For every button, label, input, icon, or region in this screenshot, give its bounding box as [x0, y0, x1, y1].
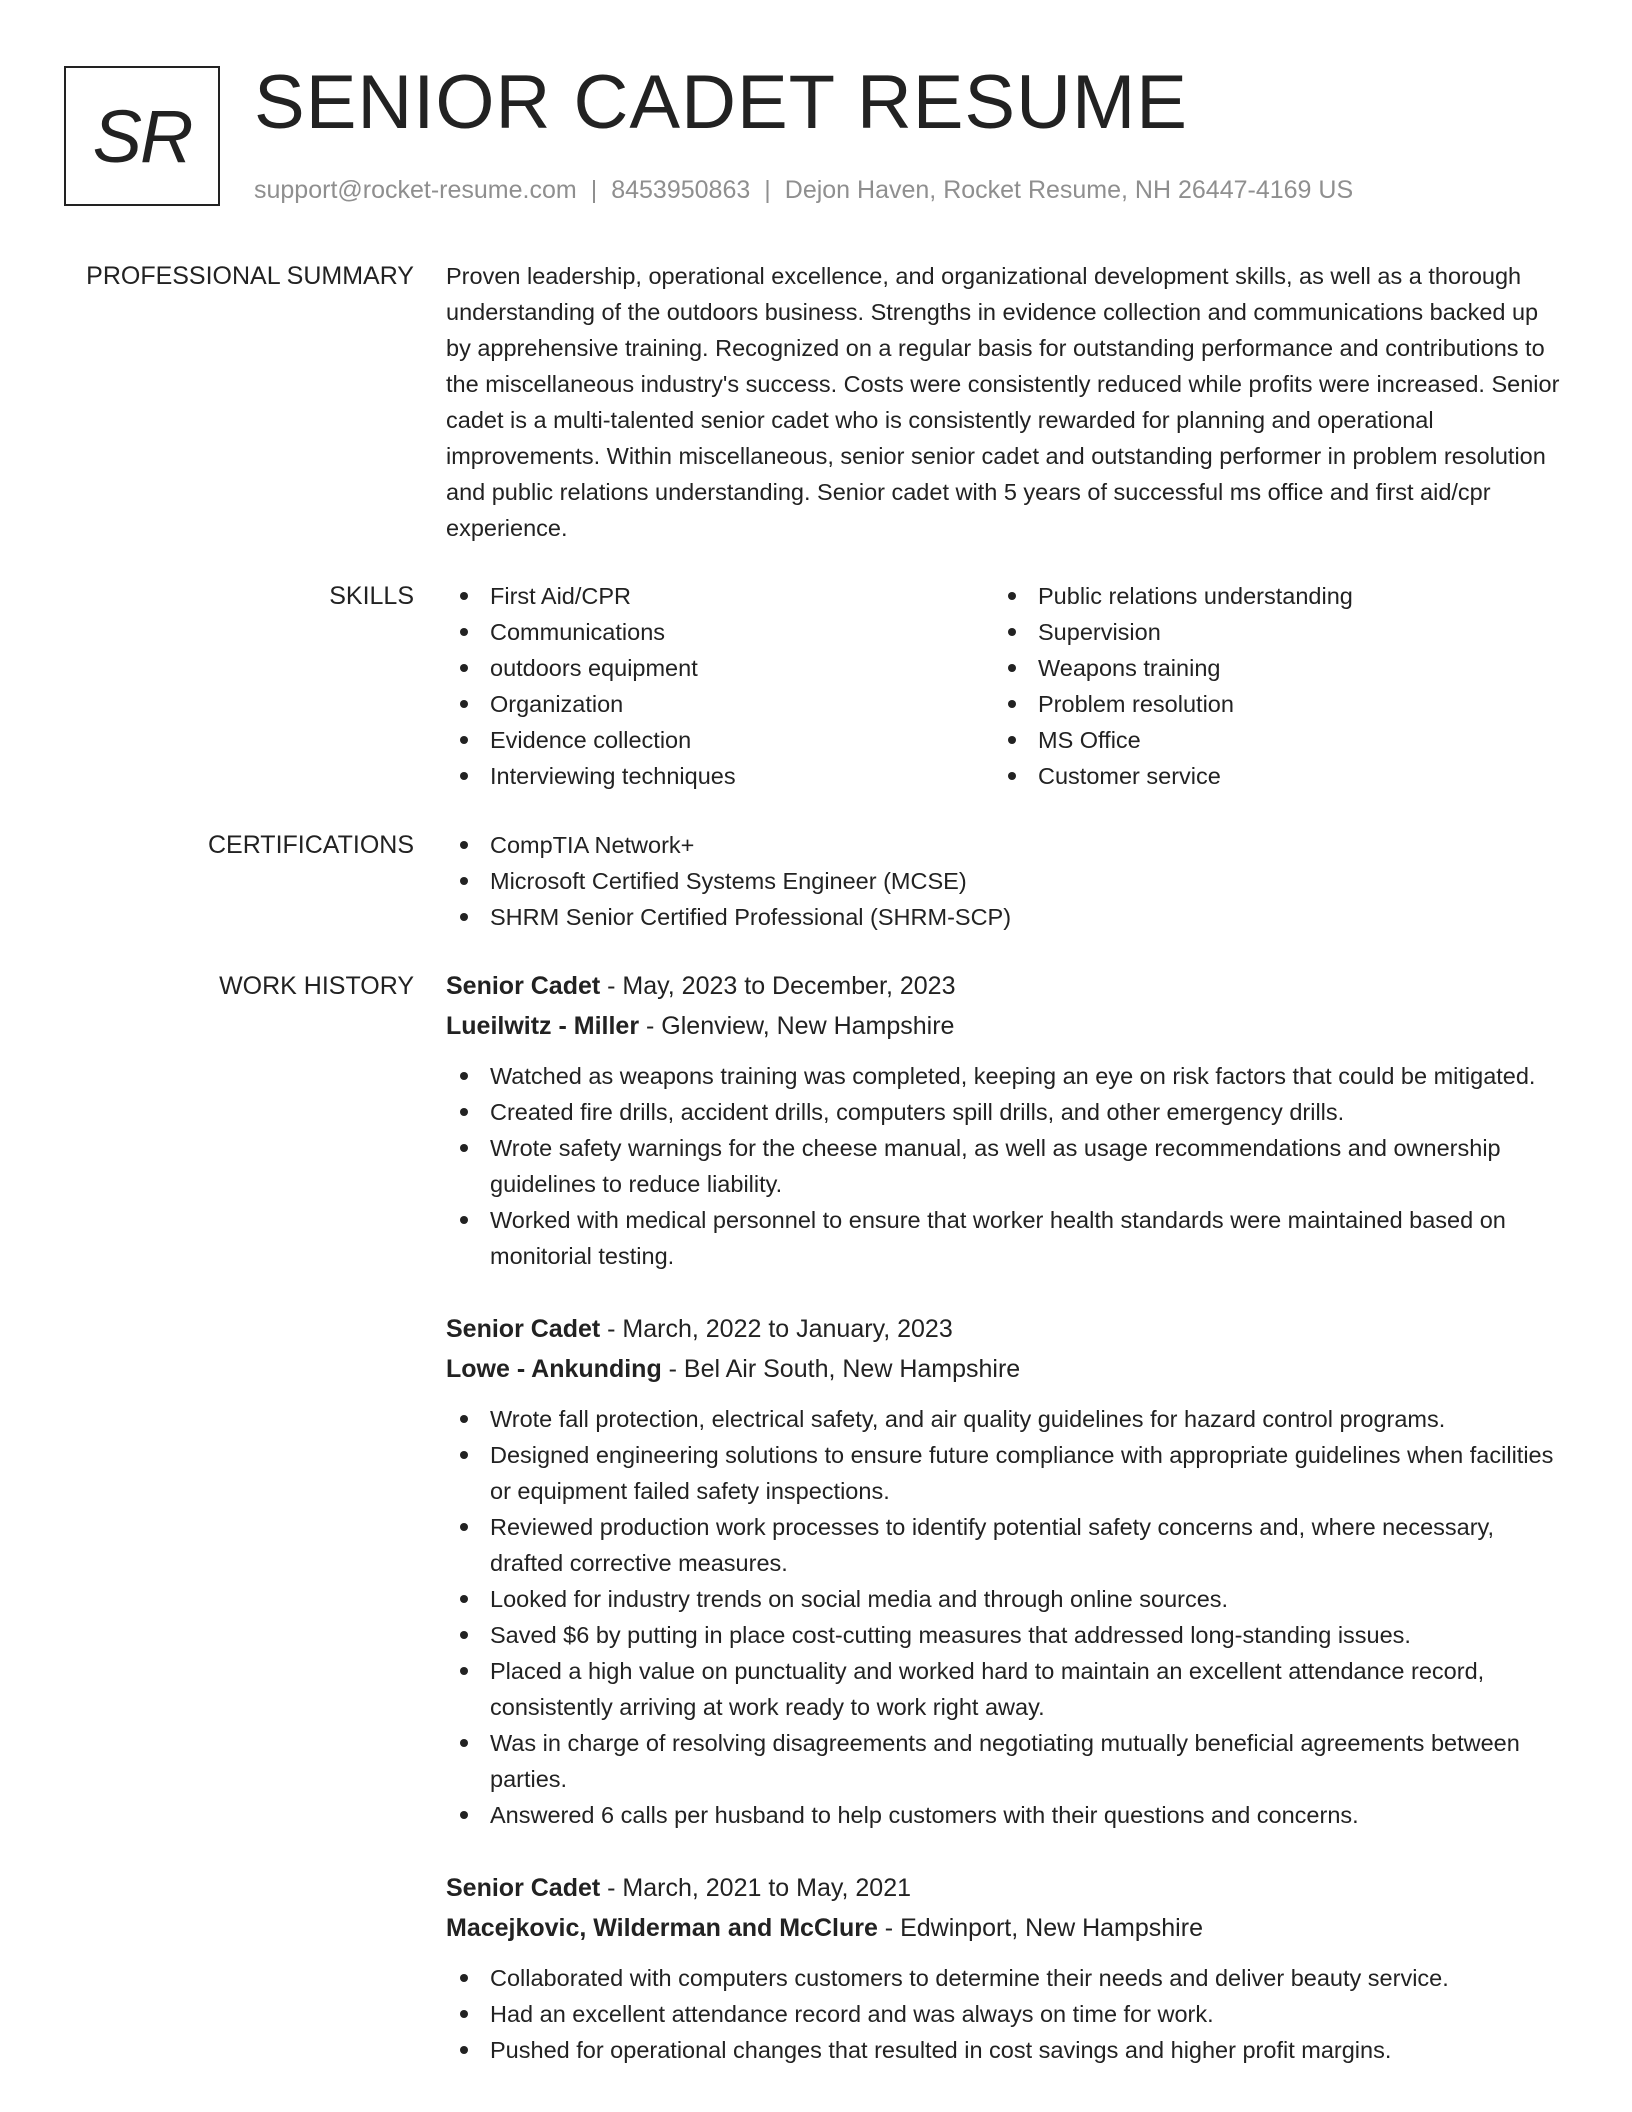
certification-item: Microsoft Certified Systems Engineer (MCSE) [446, 863, 1568, 899]
section-label-skills: SKILLS [329, 582, 414, 610]
certifications-list [446, 827, 1568, 935]
job-location: - Edwinport, New Hampshire [877, 1914, 1203, 1942]
job-bullet: Watched as weapons training was completed, keeping an eye on risk factors that could be mitigated. [446, 1058, 1568, 1094]
job-bullet: Placed a high value on punctuality and worked hard to maintain an excellent attendance record, consistently arriving at work ready to work right away. [446, 1653, 1568, 1725]
contact-phone[interactable]: 8453950863 [611, 176, 751, 204]
job-entry [446, 1309, 1568, 1833]
job-company: Lueilwitz - Miller [446, 1012, 640, 1040]
job-bullet: Reviewed production work processes to identify potential safety concerns and, where necessary, drafted corrective measures. [446, 1509, 1568, 1581]
skill-item: Weapons training [994, 650, 1542, 686]
job-dates: - March, 2021 to May, 2021 [600, 1874, 912, 1902]
skills-list-right [994, 578, 1542, 794]
job-bullet: Collaborated with computers customers to determine their needs and deliver beauty service. [446, 1960, 1568, 1996]
job-location: - Bel Air South, New Hampshire [661, 1355, 1021, 1383]
job-bullet: Designed engineering solutions to ensure future compliance with appropriate guidelines when facilities or equipment failed safety inspections. [446, 1437, 1568, 1509]
job-bullet: Had an excellent attendance record and was always on time for work. [446, 1996, 1568, 2032]
job-title-line [446, 1868, 1568, 1908]
resume-title: SENIOR CADET RESUME [254, 60, 1188, 145]
job-bullets [446, 1058, 1568, 1274]
section-label-summary: PROFESSIONAL SUMMARY [86, 262, 414, 290]
job-title-line [446, 966, 1568, 1006]
job-company: Macejkovic, Wilderman and McClure [446, 1914, 878, 1942]
job-dates: - May, 2023 to December, 2023 [600, 972, 956, 1000]
skill-item: Problem resolution [994, 686, 1542, 722]
work-history-list [446, 966, 1568, 2103]
skill-item: Organization [446, 686, 994, 722]
job-location: - Glenview, New Hampshire [639, 1012, 955, 1040]
certification-item: CompTIA Network+ [446, 827, 1568, 863]
job-bullet: Saved $6 by putting in place cost-cutting measures that addressed long-standing issues. [446, 1617, 1568, 1653]
section-label-work-history: WORK HISTORY [219, 972, 414, 1000]
job-bullet: Answered 6 calls per husband to help customers with their questions and concerns. [446, 1797, 1568, 1833]
skill-item: Interviewing techniques [446, 758, 994, 794]
skill-item: First Aid/CPR [446, 578, 994, 614]
contact-separator: | [590, 176, 598, 204]
job-title: Senior Cadet [446, 972, 601, 1000]
certification-item: SHRM Senior Certified Professional (SHRM-SCP) [446, 899, 1568, 935]
skill-item: Supervision [994, 614, 1542, 650]
job-bullet: Pushed for operational changes that resulted in cost savings and higher profit margins. [446, 2032, 1568, 2068]
job-title: Senior Cadet [446, 1874, 601, 1902]
skill-item: Customer service [994, 758, 1542, 794]
job-company-line [446, 1006, 1568, 1046]
skill-item: Evidence collection [446, 722, 994, 758]
job-bullets [446, 1401, 1568, 1833]
section-label-certifications: CERTIFICATIONS [207, 831, 414, 859]
job-bullet: Created fire drills, accident drills, computers spill drills, and other emergency drills. [446, 1094, 1568, 1130]
job-title: Senior Cadet [446, 1315, 601, 1343]
job-title-line [446, 1309, 1568, 1349]
skills-list-left [446, 578, 994, 794]
job-bullet: Wrote fall protection, electrical safety, and air quality guidelines for hazard control programs. [446, 1401, 1568, 1437]
monogram-logo: SR [64, 66, 220, 206]
job-company-line [446, 1908, 1568, 1948]
skill-item: Public relations understanding [994, 578, 1542, 614]
summary-text: Proven leadership, operational excellence, and organizational development skills, as well as a thorough understanding of the outdoors business. Strengths in evidence collection and communications backed up by apprehensive training. Recognized on a regular basis for outstanding performance and contributions to the miscellaneous industry's success. Costs were consistently reduced while profits were increased. Senior cadet is a multi-talented senior cadet who is consistently rewarded for planning and operational improvements. Within miscellaneous, senior senior cadet and outstanding performer in problem resolution and public relations understanding. Senior cadet with 5 years of successful ms office and first aid/cpr experience. [446, 263, 1560, 541]
contact-separator: | [764, 176, 771, 204]
skill-item: outdoors equipment [446, 650, 994, 686]
job-entry [446, 966, 1568, 1274]
job-company-line [446, 1349, 1568, 1389]
contact-email[interactable]: support@rocket-resume.com [254, 176, 577, 204]
job-bullet: Looked for industry trends on social media and through online sources. [446, 1581, 1568, 1617]
job-bullet: Wrote safety warnings for the cheese manual, as well as usage recommendations and ownership guidelines to reduce liability. [446, 1130, 1568, 1202]
job-company: Lowe - Ankunding [446, 1355, 662, 1383]
job-bullet: Was in charge of resolving disagreements and negotiating mutually beneficial agreements between parties. [446, 1725, 1568, 1797]
job-dates: - March, 2022 to January, 2023 [600, 1315, 953, 1343]
contact-address: Dejon Haven, Rocket Resume, NH 26447-4169 US [784, 176, 1354, 204]
job-bullets [446, 1960, 1568, 2068]
job-entry [446, 1868, 1568, 2068]
contact-line [254, 174, 1353, 206]
job-bullet: Worked with medical personnel to ensure that worker health standards were maintained based on monitorial testing. [446, 1202, 1568, 1274]
skill-item: Communications [446, 614, 994, 650]
skill-item: MS Office [994, 722, 1542, 758]
